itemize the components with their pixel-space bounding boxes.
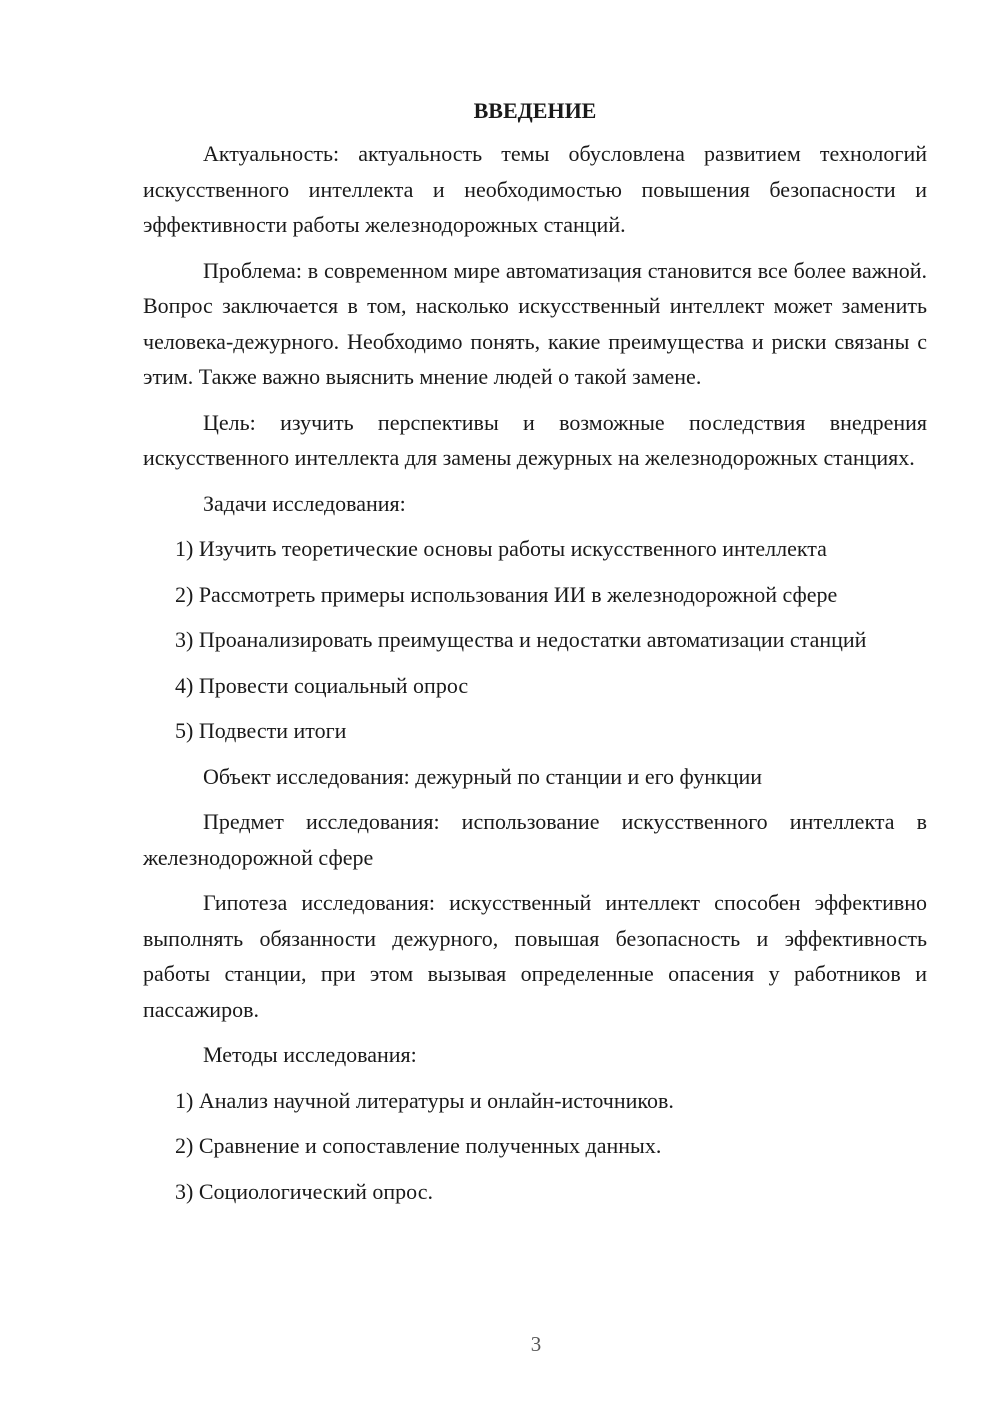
paragraph-hypothesis: Гипотеза исследования: искусственный интеллект способен эффективно выполнять обязанности дежурного, повышая безопасность и эффективность работы станции, при этом вызывая определенные опасения у работников и пассажиров. [143,890,927,1022]
list-item-method: 3) Социологический опрос. [175,1178,433,1204]
paragraph-goal: Цель: изучить перспективы и возможные последствия внедрения искусственного интеллекта для замены дежурных на железнодорожных станциях. [143,409,927,470]
list-item-method: 2) Сравнение и сопоставление полученных данных. [175,1133,662,1158]
list-item-task: 3) Проанализировать преимущества и недостатки автоматизации станций [175,627,867,652]
paragraph-subject: Предмет исследования: использование искусственного интеллекта в железнодорожной сфере [143,809,927,870]
list-item-task: 5) Подвести итоги [175,718,347,743]
page-title: ВВЕДЕНИЕ [473,98,597,123]
methods-heading: Методы исследования: [203,1042,417,1067]
list-item-task: 4) Провести социальный опрос [175,672,469,698]
list-item-method: 1) Анализ научной литературы и онлайн-источников. [175,1087,674,1113]
list-item-task: 2) Рассмотреть примеры использования ИИ в железнодорожной сфере [175,581,838,607]
page-number: 3 [530,1332,542,1356]
paragraph-object: Объект исследования: дежурный по станции и его функции [203,763,763,789]
paragraph-problem: Проблема: в современном мире автоматизация становится все более важной. Вопрос заключается в том, насколько искусственный интеллект может заменить человека-дежурного. Необходимо понять, какие преимущества и риски связаны с этим. Также важно выяснить мнение людей о такой замене. [143,257,927,389]
tasks-heading: Задачи исследования: [203,490,406,516]
paragraph-relevance: Актуальность: актуальность темы обусловлена развитием технологий искусственного интеллекта и необходимостью повышения безопасности и эффективности работы железнодорожных станций. [143,141,927,237]
list-item-task: 1) Изучить теоретические основы работы искусственного интеллекта [175,536,827,561]
document-body [143,96,927,1219]
